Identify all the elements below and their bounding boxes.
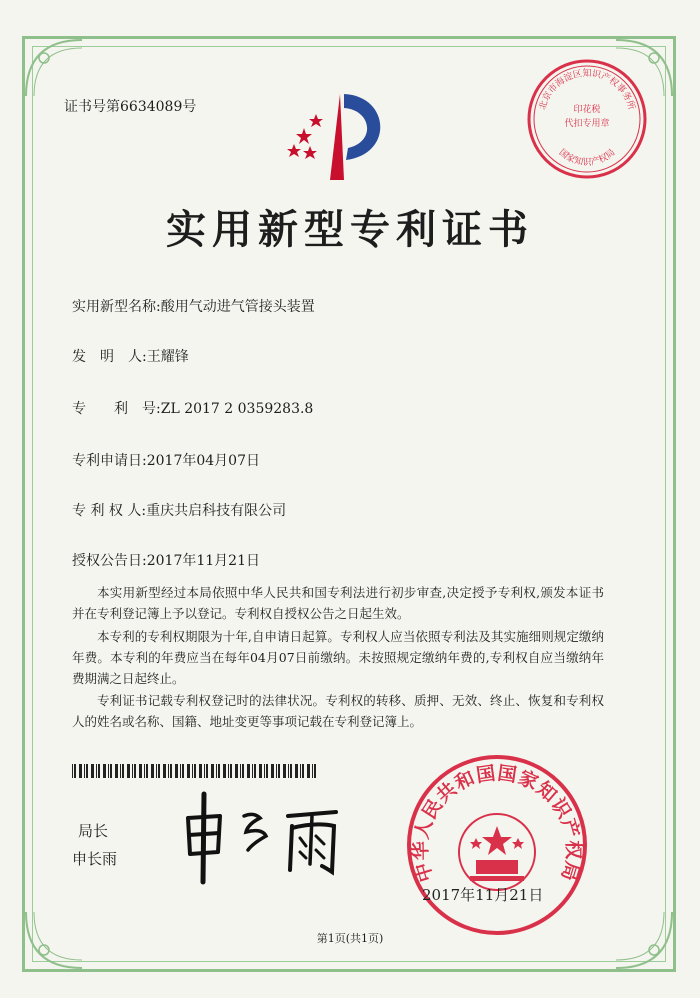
- field-patentee: [72, 500, 286, 520]
- field-patent-number: [72, 398, 313, 418]
- seal-text: 中华人民共和国国家知识产权局: [409, 762, 585, 885]
- svg-text:国家知识产权局: [557, 147, 618, 168]
- field-label: 专利申请日:: [72, 453, 147, 469]
- barcode: [72, 764, 320, 778]
- field-value: 王耀锋: [146, 349, 189, 365]
- field-application-date: [72, 450, 260, 470]
- tax-agent-stamp-text: 北京市海淀区知识产权事务所: [538, 69, 636, 112]
- field-label: 授权公告日:: [72, 553, 147, 569]
- field-utility-model-name: [72, 296, 315, 316]
- field-value: 2017年11月21日: [146, 553, 260, 569]
- paragraph-term-notice: 本专利的专利权期限为十年,自申请日起算。专利权人应当依照专利法及其实施细则规定缴纳年费。本专利的年费应当在每年04月07日前缴纳。未按照规定缴纳年费的,专利权自应当缴纳年费期满之日起终止。: [72, 629, 604, 686]
- certificate-title: 实用新型专利证书: [166, 206, 534, 253]
- patent-office-logo: [286, 88, 398, 188]
- field-value: ZL 2017 2 0359283.8: [160, 401, 314, 417]
- tax-agent-stamp-line-1: 印花税: [573, 105, 601, 115]
- tax-agent-stamp-line-2: 代扣专用章: [564, 119, 610, 129]
- tax-agent-stamp: [524, 56, 650, 182]
- paragraph-grant-notice: 本实用新型经过本局依照中华人民共和国专利法进行初步审查,决定授予专利权,颁发本证书并在专利登记簿上予以登记。专利权自授权公告之日起生效。: [72, 585, 604, 621]
- director-title: 局长: [78, 822, 109, 840]
- certificate-number: 证书号第6634089号: [64, 99, 197, 115]
- field-inventor: [72, 346, 189, 366]
- field-value: 重庆共启科技有限公司: [146, 503, 287, 519]
- corner-ornament-top-left: [22, 36, 86, 100]
- field-grant-date: [72, 550, 260, 570]
- field-value: 2017年04月07日: [146, 453, 260, 469]
- tax-agent-stamp-bottom-text: 国家知识产权局: [556, 147, 618, 168]
- field-label: 发 明 人:: [72, 349, 147, 365]
- director-signature: [176, 786, 346, 886]
- field-label: 专 利 权 人:: [72, 503, 147, 519]
- issue-date: 2017年11月21日: [422, 886, 544, 904]
- cnipa-official-seal: [404, 752, 590, 938]
- director-name: 申长雨: [72, 850, 118, 868]
- field-value: 酸用气动进气管接头装置: [160, 299, 315, 315]
- page-number: 第1页(共1页): [316, 932, 384, 945]
- field-label: 实用新型名称:: [72, 299, 161, 315]
- field-label: 专 利 号:: [72, 401, 161, 417]
- paragraph-legal-status: 专利证书记载专利权登记时的法律状况。专利权的转移、质押、无效、终止、恢复和专利权人的姓名或名称、国籍、地址变更等事项记载在专利登记簿上。: [72, 693, 604, 729]
